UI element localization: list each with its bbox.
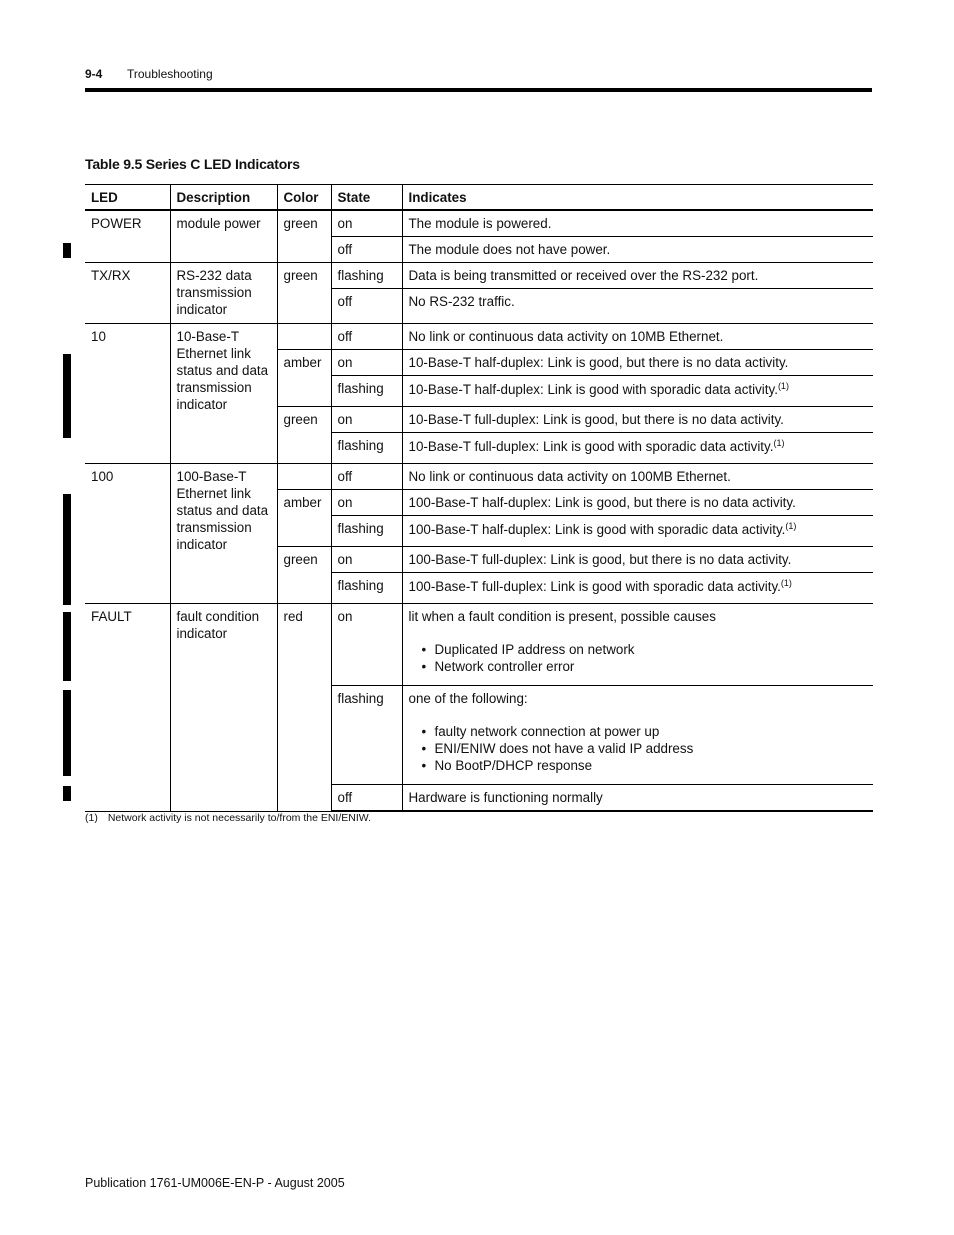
state-cell: on (331, 210, 402, 237)
change-bar (63, 690, 71, 776)
change-bar (63, 494, 71, 605)
footnote-mark: (1) (85, 812, 98, 824)
state-cell: flashing (331, 433, 402, 464)
header-rule (85, 88, 872, 92)
state-cell: off (331, 785, 402, 812)
indicates-text: 10-Base-T half-duplex: Link is good with sporadic data activity. (408, 382, 778, 397)
led-name-cell: FAULT (85, 604, 170, 812)
state-cell: off (331, 289, 402, 324)
table-footnote (85, 812, 371, 824)
column-header-color: Color (277, 185, 331, 211)
state-cell: off (331, 237, 402, 263)
indicates-text: one of the following: (408, 691, 528, 706)
description-cell: 10-Base-T Ethernet link status and data transmission indicator (170, 324, 277, 464)
publication-footer: Publication 1761-UM006E-EN-P - August 2005 (85, 1176, 345, 1190)
indicates-cell (402, 433, 873, 464)
description-cell: RS-232 data transmission indicator (170, 263, 277, 324)
state-cell: on (331, 490, 402, 516)
section-title: Troubleshooting (127, 67, 213, 81)
color-cell: green (277, 210, 331, 263)
list-item: • No BootP/DHCP response (435, 757, 868, 774)
color-cell-empty (277, 324, 331, 350)
description-cell: 100-Base-T Ethernet link status and data transmission indicator (170, 464, 277, 604)
footnote-text: Network activity is not necessarily to/from the ENI/ENIW. (107, 812, 372, 824)
color-cell: green (277, 263, 331, 324)
table-row (85, 324, 873, 350)
column-header-description: Description (170, 185, 277, 211)
led-indicator-table (85, 184, 873, 812)
indicates-cell: No link or continuous data activity on 100MB Ethernet. (402, 464, 873, 490)
table-header-row (85, 185, 873, 211)
state-cell: flashing (331, 516, 402, 547)
state-cell: on (331, 407, 402, 433)
color-cell: red (277, 604, 331, 812)
list-item: • Duplicated IP address on network (435, 641, 868, 658)
indicates-text: lit when a fault condition is present, possible causes (408, 609, 716, 624)
change-bar (63, 612, 71, 681)
page-number: 9-4 (85, 67, 103, 81)
state-cell: flashing (331, 686, 402, 785)
indicates-cell (402, 516, 873, 547)
footnote-ref: (1) (780, 578, 792, 588)
column-header-state: State (331, 185, 402, 211)
change-bar (63, 243, 71, 258)
indicates-text: 10-Base-T full-duplex: Link is good with sporadic data activity. (408, 439, 774, 454)
footnote-ref: (1) (773, 438, 785, 448)
state-cell: flashing (331, 263, 402, 289)
table-row (85, 464, 873, 490)
column-header-indicates: Indicates (402, 185, 873, 211)
indicates-cell (402, 376, 873, 407)
indicates-cell: The module does not have power. (402, 237, 873, 263)
state-cell: off (331, 324, 402, 350)
description-cell: module power (170, 210, 277, 263)
indicates-cell (402, 604, 873, 686)
table-title: Table 9.5 Series C LED Indicators (85, 156, 300, 172)
indicates-cell: The module is powered. (402, 210, 873, 237)
column-header-led: LED (85, 185, 170, 211)
list-item: • Network controller error (435, 658, 868, 675)
state-cell: off (331, 464, 402, 490)
indicates-text: 100-Base-T full-duplex: Link is good with sporadic data activity. (408, 579, 781, 594)
led-name-cell: POWER (85, 210, 170, 263)
change-bar (63, 354, 71, 438)
cause-list (409, 641, 868, 675)
indicates-cell: Data is being transmitted or received over the RS-232 port. (402, 263, 873, 289)
led-name-cell: 10 (85, 324, 170, 464)
color-cell-empty (277, 464, 331, 490)
table-row (85, 604, 873, 686)
led-name-cell: 100 (85, 464, 170, 604)
indicates-cell (402, 686, 873, 785)
cause-list (409, 723, 868, 774)
state-cell: flashing (331, 573, 402, 604)
state-cell: on (331, 604, 402, 686)
state-cell: on (331, 547, 402, 573)
indicates-text: 100-Base-T half-duplex: Link is good with sporadic data activity. (408, 522, 786, 537)
state-cell: flashing (331, 376, 402, 407)
indicates-cell: 10-Base-T half-duplex: Link is good, but there is no data activity. (402, 350, 873, 376)
color-cell: amber (277, 350, 331, 407)
led-name-cell: TX/RX (85, 263, 170, 324)
change-bar (63, 786, 71, 801)
color-cell: green (277, 547, 331, 604)
state-cell: on (331, 350, 402, 376)
table-row (85, 210, 873, 237)
indicates-cell: No link or continuous data activity on 10MB Ethernet. (402, 324, 873, 350)
indicates-cell: 100-Base-T full-duplex: Link is good, but there is no data activity. (402, 547, 873, 573)
indicates-cell: 100-Base-T half-duplex: Link is good, but there is no data activity. (402, 490, 873, 516)
indicates-cell (402, 573, 873, 604)
indicates-cell: No RS-232 traffic. (402, 289, 873, 324)
table-row (85, 263, 873, 289)
footnote-ref: (1) (777, 381, 789, 391)
indicates-cell: 10-Base-T full-duplex: Link is good, but there is no data activity. (402, 407, 873, 433)
description-cell: fault condition indicator (170, 604, 277, 812)
footnote-ref: (1) (785, 521, 797, 531)
indicates-cell: Hardware is functioning normally (402, 785, 873, 812)
list-item: • ENI/ENIW does not have a valid IP address (435, 740, 868, 757)
list-item: • faulty network connection at power up (435, 723, 868, 740)
color-cell: green (277, 407, 331, 464)
color-cell: amber (277, 490, 331, 547)
